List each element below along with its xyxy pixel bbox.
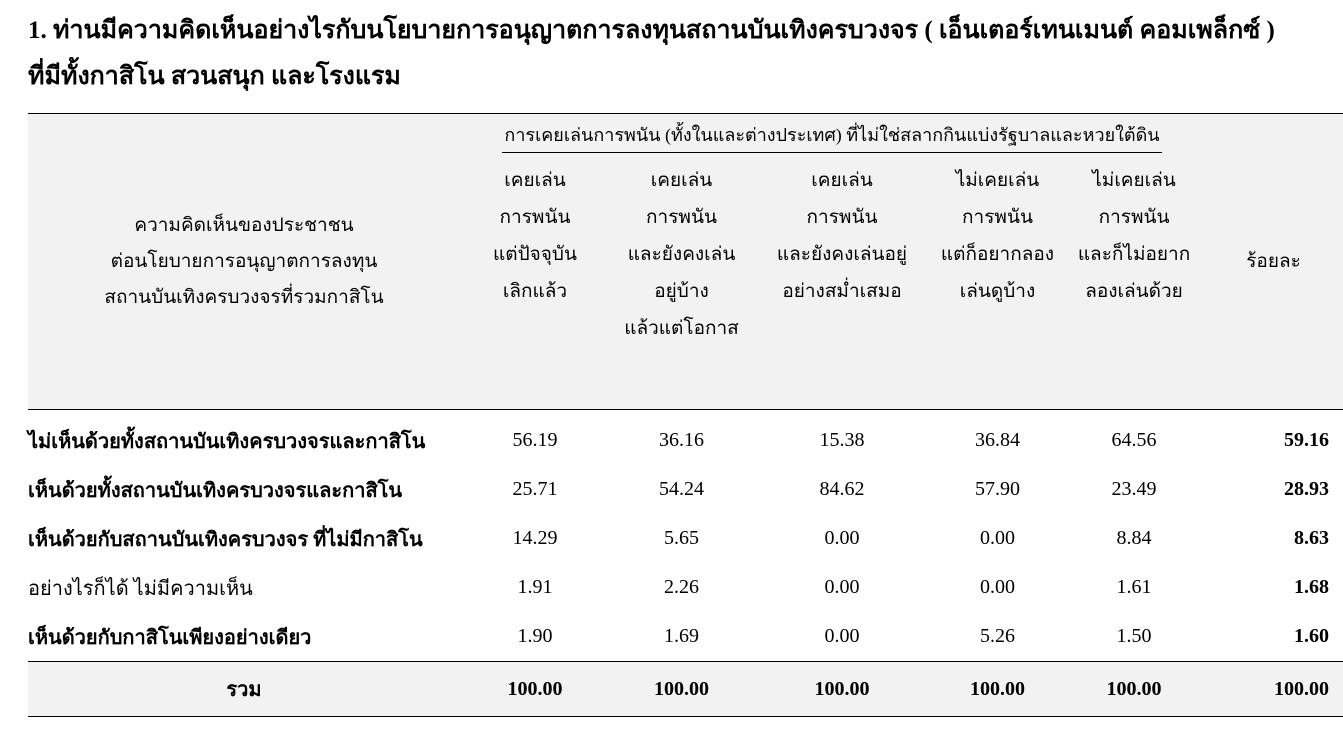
- column-header-line: การพนัน: [1098, 207, 1170, 228]
- percent-value: 59.16: [1284, 429, 1330, 451]
- cell-value: 5.65: [664, 527, 699, 549]
- column-header: [753, 158, 931, 410]
- column-header-line: และก็ไม่อยาก: [1077, 244, 1191, 265]
- row-label: เห็นด้วยกับสถานบันเทิงครบวงจร ที่ไม่มีกาสิโน: [28, 528, 423, 551]
- group-header: [460, 114, 1204, 159]
- total-value: 100.00: [460, 662, 610, 717]
- column-header-line: เคยเล่น: [811, 170, 873, 191]
- cell-value: 0.00: [824, 527, 860, 549]
- group-header-text: การเคยเล่นการพนัน (ทั้งในและต่างประเทศ) ที่ไม่ใช่สลากกินแบ่งรัฐบาลและหวยใต้ดิน: [502, 120, 1161, 153]
- percent-value: 1.60: [1204, 612, 1343, 662]
- row-label: ไม่เห็นด้วยทั้งสถานบันเทิงครบวงจรและกาสิโน: [28, 430, 426, 453]
- column-header: [610, 158, 753, 410]
- cell-value: 1.61: [1116, 576, 1152, 598]
- total-label: รวม: [28, 662, 460, 717]
- column-header-line: การพนัน: [962, 207, 1033, 228]
- cell-value: 14.29: [512, 527, 558, 549]
- column-header-line: เลิกแล้ว: [502, 281, 568, 302]
- column-header-line: การพนัน: [806, 207, 878, 228]
- percent-header: ร้อยละ: [1204, 114, 1343, 410]
- survey-table: [28, 113, 1343, 717]
- cell-value: 1.90: [460, 612, 610, 662]
- cell-value: 54.24: [659, 478, 704, 500]
- column-header-line: และยังคงเล่น: [627, 244, 736, 265]
- column-header-line: ไม่เคยเล่น: [1092, 170, 1176, 191]
- total-row: [28, 662, 1343, 717]
- cell-value: 64.56: [1111, 429, 1157, 451]
- column-header-line: การพนัน: [646, 207, 717, 228]
- total-value: 100.00: [1064, 662, 1204, 717]
- total-percent: 100.00: [1204, 662, 1343, 717]
- table-row: [28, 465, 1343, 514]
- cell-value: 1.69: [610, 612, 753, 662]
- row-header-line: ความคิดเห็นของประชาชน: [134, 214, 354, 236]
- column-header-line: ไม่เคยเล่น: [955, 170, 1040, 191]
- cell-value: 1.50: [1064, 612, 1204, 662]
- column-header: [931, 158, 1064, 410]
- table-row: [28, 612, 1343, 662]
- cell-value: 36.16: [659, 429, 704, 451]
- cell-value: 0.00: [753, 612, 931, 662]
- column-header-line: แต่ก็อยากลอง: [940, 244, 1055, 265]
- column-header-line: แต่ปัจจุบัน: [493, 244, 577, 265]
- percent-value: 1.68: [1294, 576, 1330, 598]
- row-label: เห็นด้วยทั้งสถานบันเทิงครบวงจรและกาสิโน: [28, 479, 403, 502]
- column-header-line: เคยเล่น: [504, 170, 566, 191]
- total-value: 100.00: [753, 662, 931, 717]
- cell-value: 84.62: [819, 478, 865, 500]
- cell-value: 8.84: [1116, 527, 1152, 549]
- table-row: [28, 563, 1343, 612]
- column-header-line: อย่างสม่ำเสมอ: [782, 281, 902, 302]
- cell-value: 23.49: [1111, 478, 1157, 500]
- column-header-line: และยังคงเล่นอยู่: [776, 244, 908, 265]
- cell-value: 15.38: [819, 429, 865, 451]
- percent-value: 8.63: [1294, 527, 1330, 549]
- cell-value: 2.26: [664, 576, 699, 598]
- total-value: 100.00: [931, 662, 1064, 717]
- column-header-line: เคยเล่น: [650, 170, 713, 191]
- table-row: [28, 514, 1343, 563]
- row-header: [28, 114, 460, 410]
- question-title: [28, 8, 1328, 100]
- cell-value: 0.00: [980, 576, 1015, 598]
- cell-value: 0.00: [824, 576, 860, 598]
- cell-value: 5.26: [931, 612, 1064, 662]
- cell-value: 25.71: [512, 478, 558, 500]
- title-line-2: ที่มีทั้งกาสิโน สวนสนุก และโรงแรม: [28, 63, 401, 90]
- row-header-line: ต่อนโยบายการอนุญาตการลงทุน: [110, 250, 378, 272]
- column-header-line: แล้วแต่โอกาส: [624, 318, 739, 339]
- cell-value: 36.84: [975, 429, 1020, 451]
- column-header: [1064, 158, 1204, 410]
- cell-value: 1.91: [517, 576, 553, 598]
- column-header-line: เล่นดูบ้าง: [959, 281, 1036, 302]
- cell-value: 0.00: [980, 527, 1015, 549]
- cell-value: 56.19: [512, 429, 558, 451]
- row-label: อย่างไรก็ได้ ไม่มีความเห็น: [28, 577, 253, 600]
- row-header-line: สถานบันเทิงครบวงจรที่รวมกาสิโน: [104, 286, 384, 308]
- column-header-line: อยู่บ้าง: [654, 281, 709, 302]
- column-header-line: ลองเล่นด้วย: [1085, 281, 1183, 302]
- title-line-1: 1. ท่านมีความคิดเห็นอย่างไรกับนโยบายการอนุญาตการลงทุนสถานบันเทิงครบวงจร ( เอ็นเตอร์เทนเมนต์ คอมเพล็กซ์ ): [28, 17, 1275, 44]
- column-header-line: การพนัน: [499, 207, 571, 228]
- percent-value: 28.93: [1284, 478, 1330, 500]
- total-value: 100.00: [610, 662, 753, 717]
- cell-value: 57.90: [975, 478, 1020, 500]
- column-header: [460, 158, 610, 410]
- table-row: [28, 410, 1343, 466]
- row-label: เห็นด้วยกับกาสิโนเพียงอย่างเดียว: [28, 612, 460, 662]
